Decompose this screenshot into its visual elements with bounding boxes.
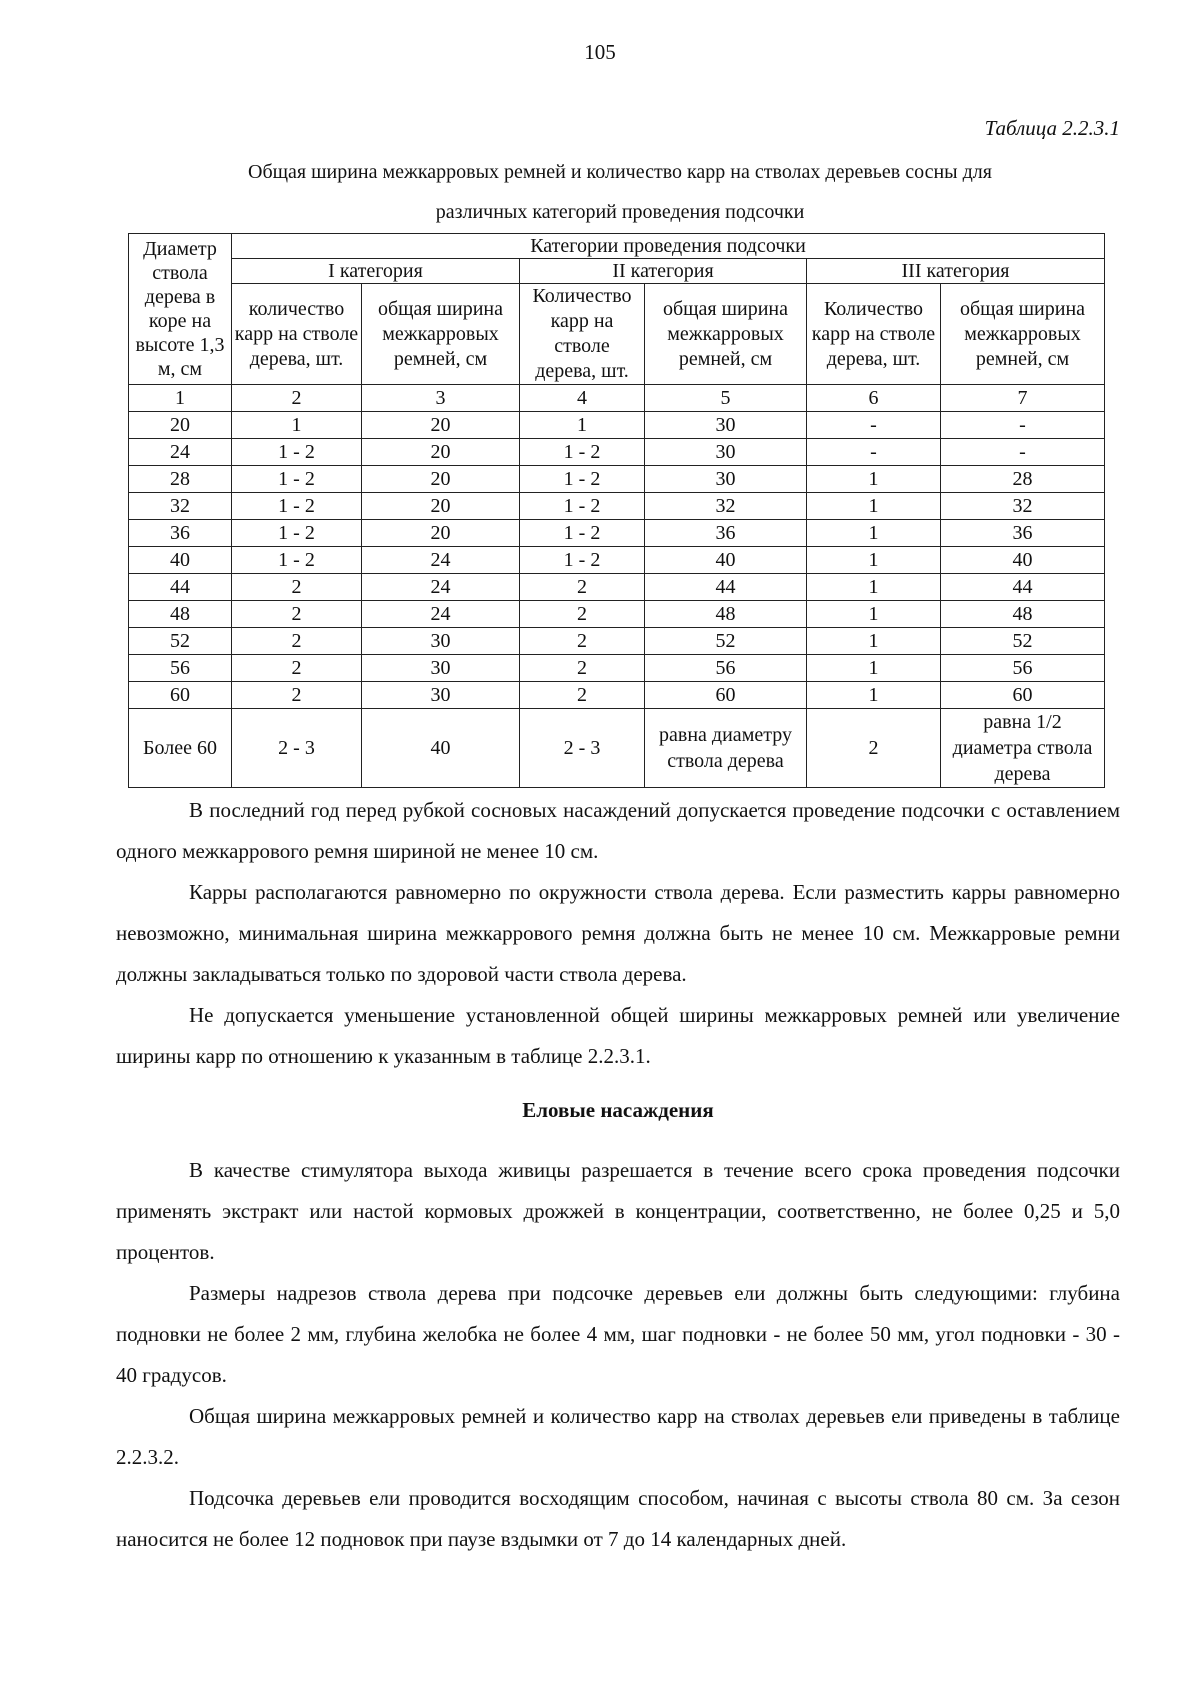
paragraph: Общая ширина межкарровых ремней и количество карр на стволах деревьев ели приведены в таблице 2.2.3.2. bbox=[116, 1404, 1120, 1469]
header-count-2: Количество карр на стволе дерева, шт. bbox=[520, 284, 645, 385]
table-cell: 30 bbox=[645, 466, 807, 493]
table-cell: 1 bbox=[520, 412, 645, 439]
column-number: 5 bbox=[645, 385, 807, 412]
table-cell: 32 bbox=[129, 493, 232, 520]
paragraph: В последний год перед рубкой сосновых насаждений допускается проведение подсочки с оставлением одного межкаррового ремня шириной не менее 10 см. bbox=[116, 798, 1120, 863]
table-cell: 2 bbox=[520, 628, 645, 655]
table-cell: 60 bbox=[129, 682, 232, 709]
table-cell: 1 bbox=[807, 655, 941, 682]
table-cell: 2 - 3 bbox=[232, 709, 362, 788]
header-categories: Категории проведения подсочки bbox=[232, 234, 1105, 259]
table-cell: 32 bbox=[645, 493, 807, 520]
table-cell: 30 bbox=[362, 682, 520, 709]
table-cell: 44 bbox=[941, 574, 1105, 601]
paragraph: Подсочка деревьев ели проводится восходящим способом, начиная с высоты ствола 80 см. За сезон наносится не более 12 подновок при паузе вздымки от 7 до 14 календарных дней. bbox=[116, 1486, 1120, 1551]
table-cell: 1 - 2 bbox=[520, 547, 645, 574]
column-number: 3 bbox=[362, 385, 520, 412]
table-cell: 1 bbox=[807, 628, 941, 655]
column-number: 2 bbox=[232, 385, 362, 412]
header-category-3: III категория bbox=[807, 259, 1105, 284]
table-row bbox=[129, 466, 1105, 493]
table-cell: равна диаметру ствола дерева bbox=[645, 709, 807, 788]
table-cell: 28 bbox=[941, 466, 1105, 493]
table-cell: Более 60 bbox=[129, 709, 232, 788]
table-cell: 1 - 2 bbox=[520, 466, 645, 493]
table-cell: 1 bbox=[807, 493, 941, 520]
table-cell: 2 - 3 bbox=[520, 709, 645, 788]
table-cell: 1 - 2 bbox=[520, 520, 645, 547]
table-cell: 1 bbox=[807, 520, 941, 547]
table-cell: 24 bbox=[362, 601, 520, 628]
table-cell: 20 bbox=[362, 466, 520, 493]
section-heading: Еловые насаждения bbox=[522, 1098, 714, 1122]
column-number: 6 bbox=[807, 385, 941, 412]
table-cell: 36 bbox=[941, 520, 1105, 547]
table-cell: 56 bbox=[645, 655, 807, 682]
column-number-row bbox=[129, 385, 1105, 412]
table-caption: Общая ширина межкарровых ремней и количество карр на стволах деревьев сосны для различных категорий проведения подсочки bbox=[248, 161, 992, 223]
header-category-2: II категория bbox=[520, 259, 807, 284]
header-count-1: количество карр на стволе дерева, шт. bbox=[232, 284, 362, 385]
table-cell: 44 bbox=[645, 574, 807, 601]
table-cell: 44 bbox=[129, 574, 232, 601]
table-cell: 2 bbox=[232, 601, 362, 628]
data-table bbox=[128, 233, 1105, 788]
table-cell: 20 bbox=[362, 439, 520, 466]
column-number: 1 bbox=[129, 385, 232, 412]
table-cell: 20 bbox=[362, 412, 520, 439]
table-cell: 1 bbox=[807, 574, 941, 601]
table-cell: 1 bbox=[807, 682, 941, 709]
table-cell: 2 bbox=[520, 574, 645, 601]
table-cell: - bbox=[941, 439, 1105, 466]
table-id: Таблица 2.2.3.1 bbox=[984, 116, 1120, 140]
table-cell: 30 bbox=[362, 655, 520, 682]
table-cell: 20 bbox=[362, 520, 520, 547]
table-row bbox=[129, 655, 1105, 682]
table-cell: 40 bbox=[362, 709, 520, 788]
table-cell: 1 bbox=[807, 466, 941, 493]
column-number: 7 bbox=[941, 385, 1105, 412]
table-cell: 40 bbox=[941, 547, 1105, 574]
table-cell: 1 - 2 bbox=[520, 493, 645, 520]
table-cell: 1 bbox=[232, 412, 362, 439]
table-cell: 30 bbox=[645, 439, 807, 466]
table-cell: 1 - 2 bbox=[232, 466, 362, 493]
page-number: 105 bbox=[584, 40, 616, 64]
table-cell: 40 bbox=[645, 547, 807, 574]
table-cell: 20 bbox=[362, 493, 520, 520]
table-cell: 36 bbox=[129, 520, 232, 547]
table-cell: 36 bbox=[645, 520, 807, 547]
table-cell: 48 bbox=[129, 601, 232, 628]
table-cell: 1 - 2 bbox=[232, 493, 362, 520]
table-cell: 2 bbox=[232, 655, 362, 682]
table-row bbox=[129, 574, 1105, 601]
table-cell: 48 bbox=[941, 601, 1105, 628]
table-cell: 24 bbox=[129, 439, 232, 466]
table-cell: 1 bbox=[807, 547, 941, 574]
table-cell: 2 bbox=[232, 682, 362, 709]
table-cell: 2 bbox=[520, 655, 645, 682]
table-cell: 2 bbox=[232, 628, 362, 655]
table-cell: 2 bbox=[520, 601, 645, 628]
table-row bbox=[129, 601, 1105, 628]
table-row bbox=[129, 628, 1105, 655]
table-row bbox=[129, 493, 1105, 520]
table-row bbox=[129, 547, 1105, 574]
table-cell: 30 bbox=[362, 628, 520, 655]
table-cell: 60 bbox=[645, 682, 807, 709]
paragraph: Не допускается уменьшение установленной общей ширины межкарровых ремней или увеличение ширины карр по отношению к указанным в таблице 2.2.3.1. bbox=[116, 1003, 1120, 1068]
table-cell: 1 bbox=[807, 601, 941, 628]
paragraph: В качестве стимулятора выхода живицы разрешается в течение всего срока проведения подсочки применять экстракт или настой кормовых дрожжей в концентрации, соответственно, не более 0,25 и 5,0 процентов. bbox=[116, 1158, 1120, 1264]
table-row-over-60 bbox=[129, 709, 1105, 788]
table-cell: - bbox=[941, 412, 1105, 439]
table-cell: 2 bbox=[520, 682, 645, 709]
paragraph: Карры располагаются равномерно по окружности ствола дерева. Если разместить карры равномерно невозможно, минимальная ширина межкаррового ремня должна быть не менее 10 см. Межкарровые ремни должны закладываться только по здоровой части ствола дерева. bbox=[116, 880, 1120, 986]
table-cell: 2 bbox=[232, 574, 362, 601]
table-cell: 52 bbox=[941, 628, 1105, 655]
column-number: 4 bbox=[520, 385, 645, 412]
table-cell: равна 1/2 диаметра ствола дерева bbox=[941, 709, 1105, 788]
header-width-2: общая ширина межкарровых ремней, см bbox=[645, 284, 807, 385]
table-cell: 56 bbox=[129, 655, 232, 682]
paragraph: Размеры надрезов ствола дерева при подсочке деревьев ели должны быть следующими: глубина подновки не более 2 мм, глубина желобка не более 4 мм, шаг подновки - не более 50 мм, угол подновки - 30 - 40 градусов. bbox=[116, 1281, 1120, 1387]
table-cell: 20 bbox=[129, 412, 232, 439]
table-row bbox=[129, 439, 1105, 466]
table-cell: - bbox=[807, 439, 941, 466]
table-cell: 52 bbox=[645, 628, 807, 655]
table-cell: 60 bbox=[941, 682, 1105, 709]
table-row bbox=[129, 412, 1105, 439]
header-width-3: общая ширина межкарровых ремней, см bbox=[941, 284, 1105, 385]
table-cell: 24 bbox=[362, 574, 520, 601]
table-cell: 1 - 2 bbox=[232, 547, 362, 574]
header-width-1: общая ширина межкарровых ремней, см bbox=[362, 284, 520, 385]
table-cell: 52 bbox=[129, 628, 232, 655]
table-cell: 32 bbox=[941, 493, 1105, 520]
table-cell: 24 bbox=[362, 547, 520, 574]
body-text bbox=[116, 790, 1120, 1560]
table-cell: - bbox=[807, 412, 941, 439]
table-cell: 40 bbox=[129, 547, 232, 574]
table-cell: 2 bbox=[807, 709, 941, 788]
header-count-3: Количество карр на стволе дерева, шт. bbox=[807, 284, 941, 385]
table-cell: 1 - 2 bbox=[232, 439, 362, 466]
table-cell: 48 bbox=[645, 601, 807, 628]
table-cell: 56 bbox=[941, 655, 1105, 682]
table-cell: 28 bbox=[129, 466, 232, 493]
table-row bbox=[129, 682, 1105, 709]
header-diameter: Диаметр ствола дерева в коре на высоте 1,3 м, см bbox=[129, 234, 232, 385]
header-category-1: I категория bbox=[232, 259, 520, 284]
table-cell: 1 - 2 bbox=[232, 520, 362, 547]
table-cell: 1 - 2 bbox=[520, 439, 645, 466]
table-cell: 30 bbox=[645, 412, 807, 439]
table-row bbox=[129, 520, 1105, 547]
